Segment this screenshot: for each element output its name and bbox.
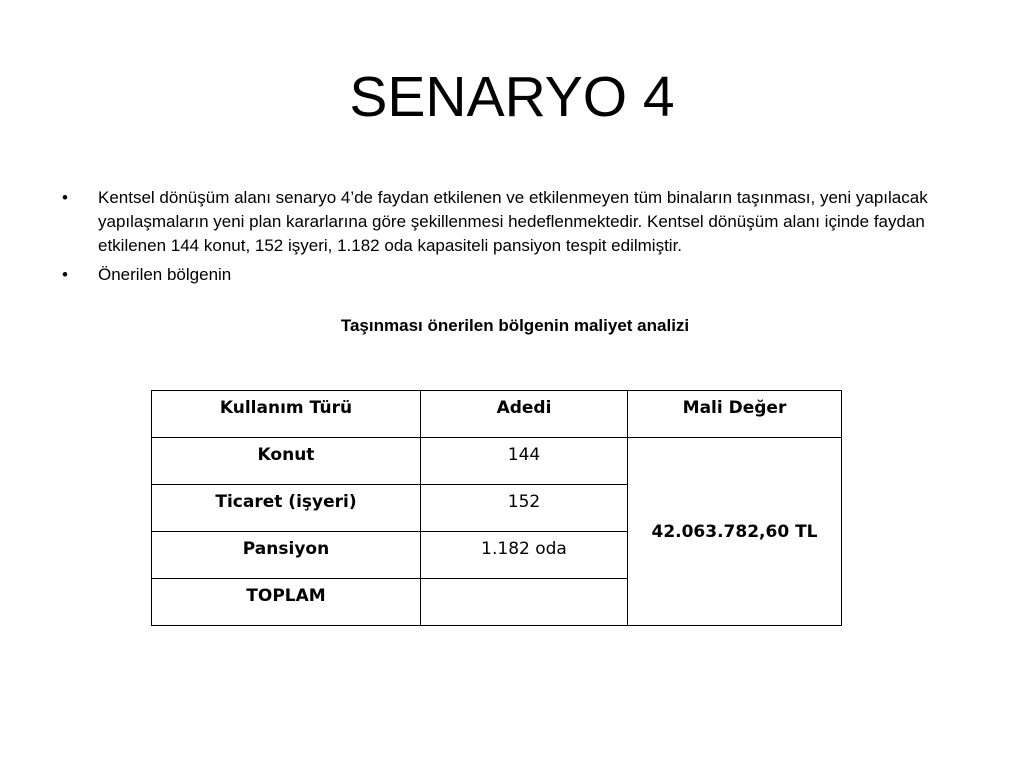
- header-value: Mali Değer: [628, 391, 842, 438]
- header-count: Adedi: [421, 391, 628, 438]
- row-type-cell: TOPLAM: [152, 579, 421, 626]
- bullet-icon: •: [62, 188, 68, 207]
- row-count-cell: [421, 579, 628, 626]
- bullet-text: Önerilen bölgenin: [98, 265, 232, 284]
- row-type-cell: Konut: [152, 438, 421, 485]
- cost-analysis-table: [151, 390, 842, 626]
- bullet-icon: •: [62, 265, 68, 284]
- bullet-text: Kentsel dönüşüm alanı senaryo 4’de faydan etkilenen ve etkilenmeyen tüm binaların taşınması, yeni yapılacak yapılaşmaların yeni plan kararlarına göre şekillenmesi hedeflenmektedir. Kentsel dönüşüm alanı içinde faydan etkilenen 144 konut, 152 işyeri, 1.182 oda kapasiteli pansiyon tespit edilmiştir.: [98, 188, 928, 255]
- table-caption: Taşınması önerilen bölgenin maliyet analizi: [340, 316, 690, 335]
- table-row: [152, 438, 842, 485]
- bullet-item: [62, 186, 962, 258]
- bullet-item: [62, 263, 962, 287]
- row-type-cell: Ticaret (işyeri): [152, 485, 421, 532]
- row-count-cell: 144: [421, 438, 628, 485]
- header-usage-type: Kullanım Türü: [152, 391, 421, 438]
- total-value-cell: 42.063.782,60 TL: [628, 438, 842, 626]
- bullet-list: [62, 186, 962, 292]
- row-count-cell: 1.182 oda: [421, 532, 628, 579]
- table-header-row: [152, 391, 842, 438]
- row-type-cell: Pansiyon: [152, 532, 421, 579]
- slide-title: SENARYO 4: [349, 65, 675, 129]
- row-count-cell: 152: [421, 485, 628, 532]
